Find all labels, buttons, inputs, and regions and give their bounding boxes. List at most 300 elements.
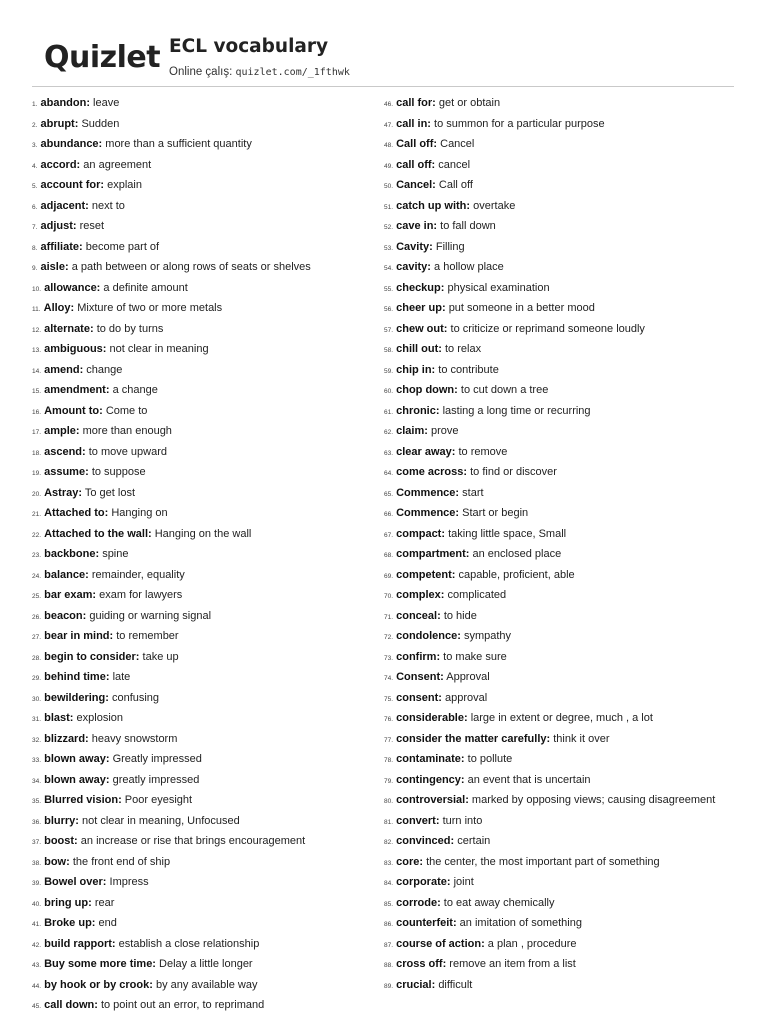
item-number: 10. xyxy=(32,285,42,293)
vocab-item xyxy=(32,876,372,890)
item-number: 66. xyxy=(384,511,394,518)
vocab-item xyxy=(384,815,736,829)
vocab-definition: the front end of ship xyxy=(72,855,171,868)
vocab-item xyxy=(384,897,736,911)
vocab-definition: to remember xyxy=(116,630,179,642)
item-number: 57. xyxy=(384,326,394,334)
item-number: 3. xyxy=(32,142,38,149)
vocab-term: chronic: xyxy=(396,404,440,417)
vocab-item xyxy=(384,876,736,890)
vocab-item xyxy=(32,220,372,234)
vocab-item xyxy=(384,179,736,193)
item-number: 8. xyxy=(32,244,38,252)
vocab-item xyxy=(384,856,736,870)
vocab-term: convinced: xyxy=(396,835,455,847)
vocab-term: Commence: xyxy=(396,486,460,499)
vocab-term: competent: xyxy=(396,568,456,581)
vocab-definition: to pollute xyxy=(467,753,513,765)
item-number: 83. xyxy=(384,859,394,867)
item-number: 19. xyxy=(32,470,42,477)
item-number: 15. xyxy=(32,388,42,395)
item-number: 88. xyxy=(384,962,394,969)
item-number: 42. xyxy=(32,941,42,949)
item-number: 67. xyxy=(384,531,394,539)
vocab-term: Call off: xyxy=(396,138,438,150)
vocab-item xyxy=(32,466,372,480)
item-number: 75. xyxy=(384,695,394,703)
vocab-term: ample: xyxy=(44,425,80,437)
vocab-item xyxy=(32,507,372,521)
vocab-definition: explosion xyxy=(76,712,123,724)
vocab-definition: think it over xyxy=(553,732,610,745)
vocab-item xyxy=(384,979,736,993)
vocab-item xyxy=(384,733,736,747)
vocab-definition: not clear in meaning, Unfocused xyxy=(82,814,240,827)
item-number: 61. xyxy=(384,408,394,416)
vocab-term: Blurred vision: xyxy=(44,794,122,806)
vocab-term: begin to consider: xyxy=(44,650,140,663)
vocab-term: call in: xyxy=(396,117,431,130)
vocab-term: Cancel: xyxy=(396,179,436,191)
vocab-term: ambiguous: xyxy=(44,343,107,355)
item-number: 18. xyxy=(32,449,42,457)
vocab-definition: prove xyxy=(430,425,459,437)
vocab-definition: a definite amount xyxy=(103,281,188,294)
vocab-item xyxy=(384,323,736,337)
vocab-definition: a path between or along rows of seats or shelves xyxy=(71,261,311,273)
vocab-term: corporate: xyxy=(396,876,451,888)
item-number: 17. xyxy=(32,429,42,436)
vocab-term: considerable: xyxy=(396,712,468,724)
vocab-definition: establish a close relationship xyxy=(118,937,260,950)
item-number: 62. xyxy=(384,429,394,436)
vocab-item xyxy=(384,671,736,685)
vocab-item xyxy=(32,671,372,685)
vocab-item xyxy=(384,384,736,398)
vocab-definition: an event that is uncertain xyxy=(467,773,591,786)
vocab-term: Attached to: xyxy=(44,507,109,519)
item-number: 64. xyxy=(384,470,394,477)
vocab-definition: end xyxy=(98,917,117,929)
vocab-item xyxy=(384,138,736,152)
item-number: 82. xyxy=(384,839,394,846)
vocab-term: crucial: xyxy=(396,978,436,991)
vocab-item xyxy=(32,979,372,993)
vocab-definition: Mixture of two or more metals xyxy=(77,302,223,314)
vocab-definition: to make sure xyxy=(443,650,507,663)
item-number: 70. xyxy=(384,593,394,600)
vocab-item xyxy=(32,610,372,624)
vocab-term: balance: xyxy=(44,568,89,581)
vocab-term: complex: xyxy=(396,589,445,601)
vocab-term: clear away: xyxy=(396,445,456,458)
vocab-item xyxy=(32,528,372,542)
vocab-definition: remainder, equality xyxy=(91,568,185,581)
vocab-term: blown away: xyxy=(44,773,110,786)
vocab-definition: to contribute xyxy=(438,363,499,376)
vocab-item xyxy=(32,938,372,952)
vocab-item xyxy=(32,118,372,132)
vocab-item xyxy=(384,835,736,849)
vocab-term: bring up: xyxy=(44,896,92,909)
vocab-definition: get or obtain xyxy=(438,97,501,109)
vocab-term: allowance: xyxy=(44,281,101,294)
vocab-term: adjacent: xyxy=(40,199,89,212)
vocab-definition: more than a sufficient quantity xyxy=(105,138,252,150)
vocab-definition: Impress xyxy=(109,876,149,888)
vocab-term: confirm: xyxy=(396,650,441,663)
vocab-definition: by any available way xyxy=(155,978,258,991)
item-number: 38. xyxy=(32,859,42,867)
vocab-term: condolence: xyxy=(396,630,461,642)
vocab-item xyxy=(32,774,372,788)
item-number: 80. xyxy=(384,798,394,805)
vocab-term: conceal: xyxy=(396,609,441,622)
vocab-item xyxy=(32,425,372,439)
study-url: quizlet.com/_1fthwk xyxy=(235,67,350,78)
vocab-definition: to point out an error, to reprimand xyxy=(100,999,265,1011)
vocab-definition: large in extent or degree, much , a lot xyxy=(470,712,653,724)
item-number: 30. xyxy=(32,695,42,703)
vocab-item xyxy=(32,569,372,583)
item-number: 5. xyxy=(32,183,38,190)
vocab-term: accord: xyxy=(40,158,81,171)
item-number: 36. xyxy=(32,818,42,826)
vocab-item xyxy=(32,241,372,255)
vocab-item xyxy=(32,446,372,460)
vocab-definition: overtake xyxy=(473,199,516,212)
vocab-item xyxy=(384,487,736,501)
vocab-definition: not clear in meaning xyxy=(109,343,209,355)
vocab-term: Attached to the wall: xyxy=(44,527,152,540)
vocab-item xyxy=(32,179,372,193)
vocab-item xyxy=(384,159,736,173)
vocab-term: controversial: xyxy=(396,794,469,806)
item-number: 32. xyxy=(32,736,42,744)
vocab-definition: a change xyxy=(112,384,158,396)
item-number: 27. xyxy=(32,634,42,641)
vocab-term: affiliate: xyxy=(40,240,83,253)
vocab-term: chop down: xyxy=(396,384,458,396)
right-column xyxy=(384,97,736,999)
vocab-term: corrode: xyxy=(396,896,441,909)
item-number: 60. xyxy=(384,388,394,395)
vocab-definition: become part of xyxy=(85,240,160,253)
vocab-item xyxy=(384,220,736,234)
item-number: 12. xyxy=(32,326,42,334)
vocab-definition: joint xyxy=(453,876,474,888)
item-number: 86. xyxy=(384,921,394,928)
vocab-definition: to find or discover xyxy=(470,466,557,478)
item-number: 45. xyxy=(32,1003,42,1010)
item-number: 50. xyxy=(384,183,394,190)
item-number: 20. xyxy=(32,490,42,498)
vocab-term: bow: xyxy=(44,855,70,868)
vocab-item xyxy=(32,323,372,337)
vocab-definition: approval xyxy=(445,691,488,704)
vocab-term: boost: xyxy=(44,835,78,847)
vocab-definition: reset xyxy=(79,220,105,232)
vocab-item xyxy=(384,425,736,439)
vocab-definition: more than enough xyxy=(82,425,172,437)
vocab-item xyxy=(32,692,372,706)
vocab-term: build rapport: xyxy=(44,937,116,950)
vocab-term: compact: xyxy=(396,527,446,540)
vocab-definition: lasting a long time or recurring xyxy=(442,404,591,417)
vocab-term: account for: xyxy=(40,179,105,191)
vocab-item xyxy=(384,446,736,460)
vocab-term: come across: xyxy=(396,466,468,478)
vocab-item xyxy=(32,159,372,173)
vocab-term: convert: xyxy=(396,814,440,827)
item-number: 14. xyxy=(32,367,42,375)
item-number: 58. xyxy=(384,347,394,354)
vocab-term: call for: xyxy=(396,97,436,109)
item-number: 76. xyxy=(384,716,394,723)
vocab-term: chill out: xyxy=(396,343,442,355)
vocab-term: alternate: xyxy=(44,322,94,335)
vocab-item xyxy=(384,794,736,808)
vocab-term: Cavity: xyxy=(396,240,433,253)
vocab-term: backbone: xyxy=(44,548,100,560)
vocab-item xyxy=(384,753,736,767)
vocab-definition: certain xyxy=(457,835,491,847)
vocab-definition: Hanging on xyxy=(111,507,168,519)
page-title: ECL vocabulary xyxy=(169,36,329,57)
vocab-term: Commence: xyxy=(396,507,460,519)
vocab-item xyxy=(32,753,372,767)
vocab-item xyxy=(384,97,736,111)
vocab-item xyxy=(384,630,736,644)
vocab-term: Amount to: xyxy=(44,404,103,417)
item-number: 77. xyxy=(384,736,394,744)
item-number: 4. xyxy=(32,162,38,170)
vocab-definition: Cancel xyxy=(440,138,475,150)
vocab-term: by hook or by crook: xyxy=(44,978,153,991)
vocab-term: cavity: xyxy=(396,261,431,273)
vocab-item xyxy=(384,958,736,972)
vocab-term: consent: xyxy=(396,691,442,704)
vocab-definition: explain xyxy=(107,179,142,191)
vocab-item xyxy=(32,487,372,501)
vocab-item xyxy=(32,835,372,849)
vocab-term: Alloy: xyxy=(43,302,75,314)
vocab-item xyxy=(32,261,372,275)
vocab-term: chip in: xyxy=(396,363,436,376)
vocab-item xyxy=(32,651,372,665)
vocab-item xyxy=(32,712,372,726)
vocab-definition: remove an item from a list xyxy=(449,958,576,970)
vocab-item xyxy=(384,302,736,316)
vocab-definition: greatly impressed xyxy=(112,773,200,786)
item-number: 52. xyxy=(384,224,394,231)
vocab-definition: Start or begin xyxy=(462,507,529,519)
item-number: 79. xyxy=(384,777,394,785)
item-number: 23. xyxy=(32,552,42,559)
item-number: 1. xyxy=(32,101,38,108)
vocab-term: catch up with: xyxy=(396,199,471,212)
item-number: 69. xyxy=(384,572,394,580)
item-number: 7. xyxy=(32,224,38,231)
vocab-term: counterfeit: xyxy=(396,917,457,929)
vocab-definition: take up xyxy=(142,650,179,663)
vocab-item xyxy=(384,692,736,706)
vocab-item xyxy=(32,897,372,911)
item-number: 73. xyxy=(384,654,394,662)
vocab-definition: to relax xyxy=(445,343,482,355)
item-number: 44. xyxy=(32,982,42,990)
vocab-item xyxy=(384,548,736,562)
vocab-definition: heavy snowstorm xyxy=(91,732,178,745)
vocab-item xyxy=(384,282,736,296)
item-number: 84. xyxy=(384,880,394,887)
vocab-item xyxy=(32,958,372,972)
vocab-definition: Greatly impressed xyxy=(112,753,202,765)
vocab-term: abundance: xyxy=(40,138,103,150)
vocab-definition: sympathy xyxy=(463,630,512,642)
vocab-term: blurry: xyxy=(44,814,79,827)
item-number: 34. xyxy=(32,777,42,785)
vocab-definition: taking little space, Small xyxy=(448,527,567,540)
vocab-definition: Poor eyesight xyxy=(124,794,193,806)
item-number: 37. xyxy=(32,839,42,846)
item-number: 11. xyxy=(32,306,41,313)
vocab-term: call down: xyxy=(44,999,98,1011)
vocab-term: bar exam: xyxy=(44,589,97,601)
vocab-item xyxy=(32,548,372,562)
quizlet-logo: Quizlet xyxy=(44,40,161,75)
vocab-item xyxy=(32,405,372,419)
vocab-definition: confusing xyxy=(111,691,160,704)
study-online-line xyxy=(169,66,350,78)
item-number: 16. xyxy=(32,408,42,416)
item-number: 51. xyxy=(384,203,394,211)
vocab-term: Astray: xyxy=(44,486,83,499)
item-number: 31. xyxy=(32,716,42,723)
item-number: 56. xyxy=(384,306,394,313)
item-number: 59. xyxy=(384,367,394,375)
vocab-definition: leave xyxy=(93,97,120,109)
vocab-term: assume: xyxy=(44,466,89,478)
vocab-definition: start xyxy=(462,486,484,499)
item-number: 22. xyxy=(32,531,42,539)
item-number: 46. xyxy=(384,101,394,108)
vocab-term: cross off: xyxy=(396,958,447,970)
item-number: 25. xyxy=(32,593,42,600)
item-number: 72. xyxy=(384,634,394,641)
vocab-definition: an enclosed place xyxy=(472,548,562,560)
item-number: 87. xyxy=(384,941,394,949)
item-number: 6. xyxy=(32,203,38,211)
vocab-item xyxy=(384,610,736,624)
vocab-term: beacon: xyxy=(44,609,87,622)
vocab-item xyxy=(32,343,372,357)
vocab-item xyxy=(384,712,736,726)
vocab-item xyxy=(384,569,736,583)
vocab-item xyxy=(32,856,372,870)
item-number: 63. xyxy=(384,449,394,457)
header-divider xyxy=(32,86,734,87)
vocab-item xyxy=(32,200,372,214)
item-number: 26. xyxy=(32,613,42,621)
vocab-item xyxy=(384,917,736,931)
vocab-item xyxy=(384,241,736,255)
vocab-term: cave in: xyxy=(396,220,438,232)
vocab-definition: to hide xyxy=(443,609,477,622)
vocab-definition: to suppose xyxy=(91,466,146,478)
vocab-item xyxy=(32,302,372,316)
vocab-term: aisle: xyxy=(40,261,69,273)
vocab-term: bewildering: xyxy=(44,691,109,704)
vocab-definition: a hollow place xyxy=(434,261,504,273)
vocab-definition: Sudden xyxy=(81,117,120,130)
vocab-item xyxy=(32,589,372,603)
vocab-item xyxy=(384,507,736,521)
item-number: 41. xyxy=(32,921,42,928)
vocab-definition: to summon for a particular purpose xyxy=(434,117,605,130)
vocab-item xyxy=(32,999,372,1013)
vocab-definition: a plan , procedure xyxy=(487,937,577,950)
vocab-term: core: xyxy=(396,855,424,868)
item-number: 81. xyxy=(384,818,394,826)
item-number: 49. xyxy=(384,162,394,170)
vocab-item xyxy=(384,343,736,357)
vocab-definition: cancel xyxy=(438,158,471,171)
vocab-definition: an agreement xyxy=(83,158,152,171)
item-number: 39. xyxy=(32,880,42,887)
item-number: 78. xyxy=(384,757,394,764)
item-number: 54. xyxy=(384,265,394,272)
vocab-definition: to fall down xyxy=(440,220,496,232)
item-number: 35. xyxy=(32,798,42,805)
vocab-term: ascend: xyxy=(44,445,86,458)
vocab-term: amendment: xyxy=(44,384,110,396)
vocab-term: adjust: xyxy=(40,220,77,232)
vocab-definition: put someone in a better mood xyxy=(448,302,595,314)
vocab-definition: Hanging on the wall xyxy=(154,527,252,540)
vocab-item xyxy=(32,364,372,378)
vocab-item xyxy=(32,917,372,931)
vocab-definition: rear xyxy=(94,896,115,909)
item-number: 9. xyxy=(32,265,38,272)
item-number: 74. xyxy=(384,675,394,682)
vocab-item xyxy=(32,97,372,111)
item-number: 21. xyxy=(32,511,42,518)
item-number: 13. xyxy=(32,347,42,354)
item-number: 55. xyxy=(384,285,394,293)
item-number: 43. xyxy=(32,962,42,969)
vocab-definition: to cut down a tree xyxy=(460,384,549,396)
item-number: 85. xyxy=(384,900,394,908)
vocab-term: abrupt: xyxy=(40,117,79,130)
vocab-term: call off: xyxy=(396,158,436,171)
vocab-definition: complicated xyxy=(447,589,507,601)
vocab-term: course of action: xyxy=(396,937,485,950)
vocab-term: compartment: xyxy=(396,548,470,560)
vocab-item xyxy=(384,528,736,542)
vocab-item xyxy=(32,733,372,747)
item-number: 53. xyxy=(384,244,394,252)
vocab-term: claim: xyxy=(396,425,428,437)
vocab-term: bear in mind: xyxy=(44,630,114,642)
vocab-term: Bowel over: xyxy=(44,876,107,888)
vocab-definition: Come to xyxy=(105,404,148,417)
vocab-definition: physical examination xyxy=(447,281,550,294)
vocab-definition: to remove xyxy=(458,445,508,458)
item-number: 89. xyxy=(384,982,394,990)
vocab-item xyxy=(384,405,736,419)
vocab-term: Broke up: xyxy=(44,917,96,929)
